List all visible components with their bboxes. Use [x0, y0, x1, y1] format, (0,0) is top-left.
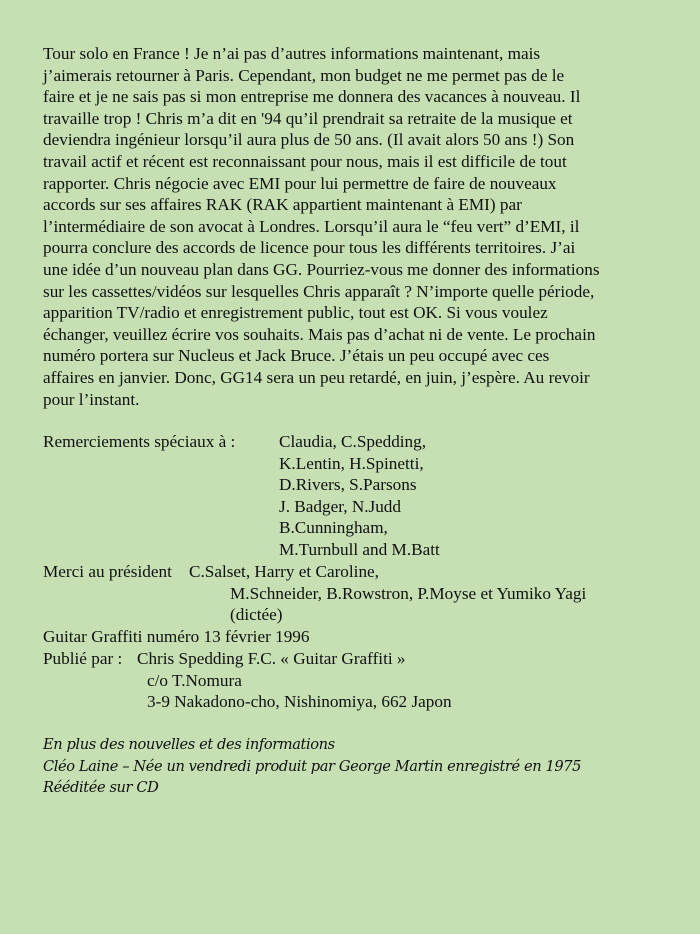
- publisher-address-line: c/o T.Nomura: [147, 670, 242, 690]
- president-section: [43, 561, 663, 627]
- publisher-address-line: 3-9 Nakadono-cho, Nishinomiya, 662 Japon: [147, 692, 452, 712]
- publisher-section: [43, 648, 663, 714]
- paragraph-line: sur les cassettes/vidéos sur lesquelles Chris apparaît ? N’importe quelle période,: [43, 281, 595, 301]
- paragraph-line: apparition TV/radio et enregistrement public, tout est OK. Si vous voulez: [43, 303, 548, 323]
- thanks-name-line: Claudia, C.Spedding,: [279, 432, 427, 451]
- paragraph-line: accords sur ses affaires RAK (RAK appartient maintenant à EMI) par: [43, 195, 522, 215]
- publisher-name: Chris Spedding F.C. « Guitar Graffiti »: [137, 649, 406, 668]
- paragraph-line: affaires en janvier. Donc, GG14 sera un peu retardé, en juin, j’espère. Au revoir: [43, 367, 590, 387]
- paragraph-line: rapporter. Chris négocie avec EMI pour lui permettre de faire de nouveaux: [43, 173, 557, 193]
- thanks-name-line: B.Cunningham,: [279, 518, 388, 538]
- issue-line: Guitar Graffiti numéro 13 février 1996: [43, 627, 310, 646]
- paragraph-line: travail actif et récent est reconnaissant pour nous, mais il est difficile de tout: [43, 151, 567, 171]
- thanks-name-line: J. Badger, N.Judd: [279, 496, 401, 516]
- paragraph-line: pour l’instant.: [43, 389, 140, 409]
- thanks-label: Remerciements spéciaux à :: [43, 432, 236, 451]
- thanks-names: [279, 431, 440, 561]
- paragraph-line: deviendra ingénieur lorsqu’il aura plus de 50 ans. (Il avait alors 50 ans !) Son: [43, 130, 575, 150]
- issue-info: [43, 626, 309, 648]
- extra-notes: [43, 734, 581, 799]
- paragraph-line: échanger, veuillez écrire vos souhaits. Mais pas d’achat ni de vente. Le prochain: [43, 324, 596, 344]
- thanks-section: [43, 431, 663, 561]
- thanks-name-line: M.Turnbull and M.Batt: [279, 539, 440, 559]
- paragraph-line: une idée d’un nouveau plan dans GG. Pourriez-vous me donner des informations: [43, 259, 600, 279]
- president-line: M.Schneider, B.Rowstron, P.Moyse et Yumiko Yagi: [230, 583, 587, 603]
- paragraph-line: l’intermédiaire de son avocat à Londres. Lorsqu’il aura le “feu vert” d’EMI, il: [43, 216, 580, 236]
- paragraph-line: numéro portera sur Nucleus et Jack Bruce. J’étais un peu occupé avec ces: [43, 346, 550, 366]
- president-line: C.Salset, Harry et Caroline,: [189, 562, 379, 581]
- thanks-name-line: K.Lentin, H.Spinetti,: [279, 453, 424, 473]
- publisher-label: Publié par :: [43, 649, 123, 668]
- paragraph-line: j’aimerais retourner à Paris. Cependant, mon budget ne me permet pas de le: [43, 65, 565, 85]
- main-paragraph: [43, 43, 673, 410]
- president-label: Merci au président: [43, 562, 172, 581]
- note-line: Cléo Laine – Née un vendredi produit par George Martin enregistré en 1975: [43, 757, 581, 775]
- paragraph-line: faire et je ne sais pas si mon entreprise me donnera des vacances à nouveau. Il: [43, 87, 581, 107]
- paragraph-line: pourra conclure des accords de licence pour tous les différents territoires. J’ai: [43, 238, 576, 258]
- note-line: Rééditée sur CD: [43, 779, 159, 797]
- thanks-name-line: D.Rivers, S.Parsons: [279, 475, 417, 495]
- note-line: En plus des nouvelles et des informations: [43, 736, 335, 753]
- paragraph-line: Tour solo en France ! Je n’ai pas d’autres informations maintenant, mais: [43, 44, 541, 63]
- body-text: [43, 43, 673, 410]
- president-line: (dictée): [230, 605, 283, 625]
- paragraph-line: travaille trop ! Chris m’a dit en '94 qu’il prendrait sa retraite de la musique et: [43, 108, 573, 128]
